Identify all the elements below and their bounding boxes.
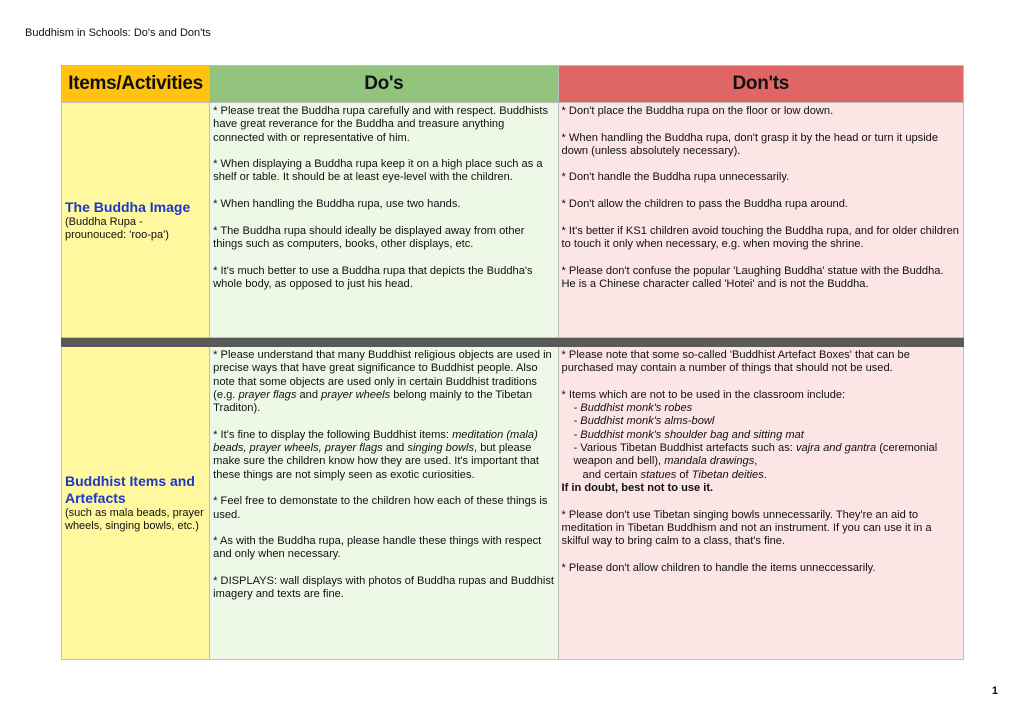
item-cell-buddhist-items [62,347,210,660]
list-item: - Buddhist monk's alms-bowl [573,415,715,428]
donts-point: * Don't allow the children to pass the Buddha rupa around. [561,198,848,211]
dos-donts-table [61,65,964,660]
list-item: - Buddhist monk's robes [573,402,693,415]
table-row-buddhist-items [62,347,964,660]
dos-point: * As with the Buddha rupa, please handle these things with respect and only when necessary. [213,535,542,561]
list-item: - Various Tibetan Buddhist artefacts such as: vajra and gantra (ceremonial weapon and bell), mandala drawings, and certain statues of Tibetan deities. [573,442,938,481]
item-title: The Buddha Image [65,198,191,215]
dos-point: * It's fine to display the following Buddhist items: meditation (mala) beads, prayer wheels, prayer flags and singing bowls, but please make sure the children know how they are used. It's important that these things are not simply seen as exotic curiosities. [213,428,540,481]
dos-cell-buddha-image [210,103,558,338]
item-subtitle: (Buddha Rupa - prounouced: 'roo-pa') [65,215,169,241]
donts-point: * Please don't use Tibetan singing bowls unnecessarily. They're an aid to meditation in Tibetan Buddhism and not an instrument. If you can use it in a skilful way to bring calm to a class, that's fine. [561,508,932,548]
dos-point: * Please treat the Buddha rupa carefully and with respect. Buddhists have great reverance for the Buddha and treasure anything connected with or representative of him. [213,105,549,144]
header-donts: Don'ts [558,66,963,103]
header-dos: Do's [210,66,558,103]
dos-point: * Feel free to demonstate to the children how each of these things is used. [213,495,548,521]
item-cell-buddha-image [62,103,210,338]
dos-point: * The Buddha rupa should ideally be displayed away from other things such as computers, books, other displays, etc. [213,224,525,250]
table-row-buddha-image [62,103,964,338]
donts-point: * Don't place the Buddha rupa on the floor or low down. [561,105,834,117]
donts-bold-note: If in doubt, best not to use it. [561,481,714,494]
page-number: 1 [991,685,998,697]
donts-point: * Items which are not to be used in the classroom include: [561,388,846,401]
donts-cell-buddha-image [558,103,963,338]
list-item: - Buddhist monk's shoulder bag and sitting mat [573,428,804,441]
row-separator [62,338,964,347]
item-subtitle: (such as mala beads, prayer wheels, singing bowls, etc.) [65,507,204,532]
header-items-activities: Items/Activities [62,66,210,103]
dos-point: * DISPLAYS: wall displays with photos of Buddha rupas and Buddhist imagery and texts are fine. [213,575,554,601]
document-title: Buddhism in Schools: Do's and Don'ts [25,27,211,39]
donts-point: * Please don't confuse the popular 'Laughing Buddha' statue with the Buddha. He is a Chinese character called 'Hotei' and is not the Buddha. [561,264,944,290]
dos-point: * It's much better to use a Buddha rupa that depicts the Buddha's whole body, as opposed to just his head. [213,264,533,290]
dos-point: * When handling the Buddha rupa, use two hands. [213,198,461,211]
dos-point: * When displaying a Buddha rupa keep it on a high place such as a shelf or table. It should be at least eye-level with the children. [213,158,543,184]
donts-point: * Don't handle the Buddha rupa unnecessarily. [561,171,790,184]
donts-cell-buddhist-items [558,347,963,660]
header-row [62,66,964,103]
donts-point: * When handling the Buddha rupa, don't grasp it by the head or turn it upside down (unless absolutely necessary). [561,131,939,157]
donts-point: * Please don't allow children to handle the items unneccessarily. [561,561,876,574]
dos-cell-buddhist-items [210,347,558,660]
donts-point: * Please note that some so-called 'Buddhist Artefact Boxes' that can be purchased may contain a number of things that should not be used. [561,349,910,375]
dos-point: * Please understand that many Buddhist religious objects are used in precise ways that have great significance to Buddhist people. Also note that some objects are used only in certain Buddhist traditions (e.g. prayer flags and prayer wheels belong mainly to the Tibetan Traditon). [213,349,552,415]
item-title: Buddhist Items and Artefacts [65,473,195,506]
donts-point: * It's better if KS1 children avoid touching the Buddha rupa, and for older children to touch it only when necessary, e.g. when moving the shrine. [561,224,959,250]
